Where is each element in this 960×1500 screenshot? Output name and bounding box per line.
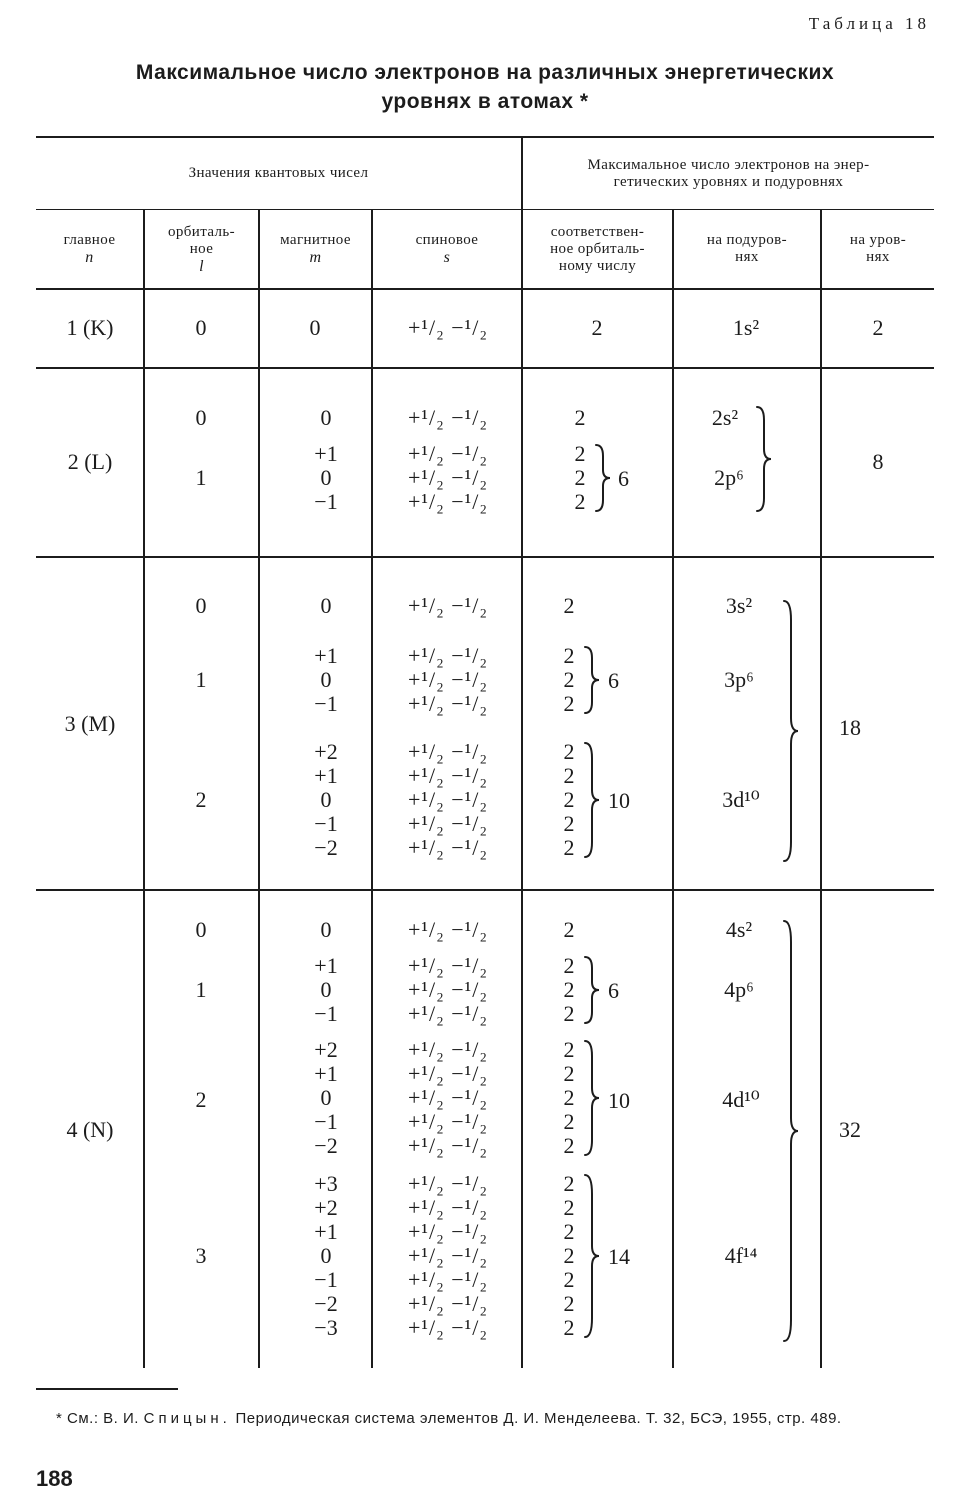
m-value: −2 [314,1291,338,1316]
m-l0: 0 [195,593,207,618]
l-spin-1 [375,442,521,514]
spin-value: +¹/₂ −¹/₂ [407,643,489,668]
l-c0: 2 [574,405,586,430]
n-c3-list [519,1172,619,1340]
m-value: −2 [314,835,338,860]
page-number: 188 [36,1466,73,1491]
k-total: 2 [872,315,884,340]
n-m3-list [276,1172,376,1340]
l-m0: 0 [320,405,332,430]
spin-value: +¹/₂ −¹/₂ [407,465,489,490]
c-value: 2 [563,787,575,812]
m-value: 0 [320,1085,332,1110]
c-value: 2 [563,667,575,692]
header-sub-line-2: нях [735,249,759,265]
k-sublevel: 1s² [732,315,760,340]
m-value: −1 [314,811,338,836]
header-corr-line-2: ное орбиталь- [550,240,645,257]
header-max-line-2: гетических уровнях и подуровнях [613,173,844,190]
spin-value: +¹/₂ −¹/₂ [407,787,489,812]
n-m2-list [276,1038,376,1158]
header-col-levels [822,210,934,288]
footnote-lead: * См.: В. И. [56,1410,139,1427]
spin-value: +¹/₂ −¹/₂ [407,835,489,860]
spin-value: +¹/₂ −¹/₂ [407,1243,489,1268]
header-sub-line-1: на подуров- [706,232,788,248]
l-l0: 0 [195,405,207,430]
spin-value: +¹/₂ −¹/₂ [407,1315,489,1340]
n-spin-2 [375,1038,521,1158]
n-c0: 2 [563,917,575,942]
m-m2-list [276,740,376,860]
m-value: +1 [314,953,338,978]
header-corr-line-3: ному числу [558,257,637,274]
header-col-sublevels [674,210,820,288]
header-main-label: главное [63,232,116,248]
brace-n-sub [781,918,801,1344]
c-value: 2 [563,1291,575,1316]
brace-m2 [582,740,602,860]
c-value: 2 [563,977,575,1002]
brace-l1 [593,442,613,514]
c-value: 2 [563,1267,575,1292]
m-total: 18 [839,715,861,740]
footnote [56,1408,934,1429]
spin-value: +¹/₂ −¹/₂ [407,1085,489,1110]
m-value: 0 [320,1243,332,1268]
spin-value: +¹/₂ −¹/₂ [407,739,489,764]
spin-value: +¹/₂ −¹/₂ [407,1061,489,1086]
m-value: +1 [314,441,338,466]
c-value: 2 [563,1195,575,1220]
spin-value: +¹/₂ −¹/₂ [407,1109,489,1134]
rule-col-6 [820,209,822,1368]
n-sub0: 4s² [725,917,753,942]
m-m1-list [276,644,376,716]
brace-m1 [582,644,602,716]
c-value: 2 [574,465,586,490]
spin-value: +¹/₂ −¹/₂ [407,691,489,716]
c-value: 2 [563,953,575,978]
l-c1-list [530,442,630,514]
n-sub2: 4d¹⁰ [722,1087,760,1112]
l-total: 8 [872,449,884,474]
m-sum1: 6 [608,668,619,693]
m-value: 0 [320,787,332,812]
spin-value: +¹/₂ −¹/₂ [407,1195,489,1220]
c-value: 2 [563,811,575,836]
m-sub0: 3s² [725,593,753,618]
n-sum3: 14 [608,1244,630,1269]
c-value: 2 [563,1171,575,1196]
header-mag-symbol: m [309,249,322,266]
brace-l-sub [754,404,774,514]
k-spin: +¹/₂ −¹/₂ [407,315,489,340]
header-orb-line-2: ное [189,240,214,257]
l-l1: 1 [195,465,207,490]
l-sub0: 2s² [711,405,739,430]
brace-n2 [582,1038,602,1158]
header-orb-symbol: l [199,257,204,275]
spin-value: +¹/₂ −¹/₂ [407,489,489,514]
c-value: 2 [563,1085,575,1110]
header-max-line-1: Максимальное число электронов на энер- [587,156,870,173]
header-col-main [36,210,143,288]
spin-value: +¹/₂ −¹/₂ [407,811,489,836]
m-value: +2 [314,739,338,764]
brace-n3 [582,1172,602,1340]
l-spin-0: +¹/₂ −¹/₂ [407,405,489,430]
n-l2: 2 [195,1087,207,1112]
c-value: 2 [563,1133,575,1158]
m-value: +1 [314,643,338,668]
footnote-rule [36,1388,178,1390]
n-total: 32 [839,1117,861,1142]
header-col-spin [373,210,521,288]
m-value: −3 [314,1315,338,1340]
header-col-magnetic [260,210,371,288]
c-value: 2 [563,691,575,716]
c-value: 2 [563,835,575,860]
c-value: 2 [563,1219,575,1244]
n-l3: 3 [195,1243,207,1268]
m-m0: 0 [320,593,332,618]
m-value: −2 [314,1133,338,1158]
m-c2-list [519,740,619,860]
spin-value: +¹/₂ −¹/₂ [407,667,489,692]
m-c0: 2 [563,593,575,618]
m-sub1: 3p⁶ [724,667,754,692]
footnote-rest: Периодическая система элементов Д. И. Менделеева. Т. 32, БСЭ, 1955, стр. 489. [235,1410,842,1427]
n-m1-list [276,954,376,1026]
n-l0: 0 [195,917,207,942]
n-sum1: 6 [608,978,619,1003]
spin-value: +¹/₂ −¹/₂ [407,1001,489,1026]
n-m0: 0 [320,917,332,942]
title-line-2: уровнях в атомах * [381,90,589,113]
spin-value: +¹/₂ −¹/₂ [407,977,489,1002]
m-value: 0 [320,667,332,692]
m-value: −1 [314,1267,338,1292]
header-quantum-label: Значения квантовых чисел [188,165,369,181]
c-value: 2 [563,643,575,668]
header-lev-line-1: на уров- [849,232,907,248]
k-m-value: 0 [309,315,321,340]
spin-value: +¹/₂ −¹/₂ [407,1133,489,1158]
spin-value: +¹/₂ −¹/₂ [407,953,489,978]
m-value: +2 [314,1195,338,1220]
m-value: +1 [314,1061,338,1086]
rule-col-1 [143,209,145,1368]
n-c1-list [519,954,619,1026]
c-value: 2 [563,1315,575,1340]
m-value: −1 [314,489,338,514]
c-value: 2 [574,441,586,466]
level-k: 1 (K) [66,315,114,340]
m-spin-1 [375,644,521,716]
header-spin-label: спиновое [415,232,479,248]
m-l2: 2 [195,787,207,812]
l-sum1: 6 [618,466,629,491]
m-spin-2 [375,740,521,860]
header-col-corresponding [523,210,672,288]
m-sum2: 10 [608,788,630,813]
m-value: 0 [320,977,332,1002]
rule-header-bottom [36,288,934,290]
n-sum2: 10 [608,1088,630,1113]
l-m1-list [276,442,376,514]
header-corr-line-1: соответствен- [550,223,645,240]
table-caption: Таблица 18 [808,14,930,33]
m-c1-list [519,644,619,716]
n-c2-list [519,1038,619,1158]
level-l: 2 (L) [67,449,113,474]
footnote-author: Спицын. [143,1410,231,1427]
rule-l [36,556,934,558]
l-sub1: 2p⁶ [714,465,744,490]
c-value: 2 [574,489,586,514]
header-max-electrons [523,138,934,209]
page-title [60,58,910,116]
c-value: 2 [563,739,575,764]
m-spin-0: +¹/₂ −¹/₂ [407,593,489,618]
m-value: 0 [320,465,332,490]
m-sub2: 3d¹⁰ [722,787,760,812]
c-value: 2 [563,1001,575,1026]
level-n: 4 (N) [66,1117,114,1142]
m-value: +3 [314,1171,338,1196]
n-l1: 1 [195,977,207,1002]
c-value: 2 [563,763,575,788]
spin-value: +¹/₂ −¹/₂ [407,1171,489,1196]
brace-m-sub [781,598,801,864]
header-mag-label: магнитное [280,232,351,248]
m-value: −1 [314,1001,338,1026]
brace-n1 [582,954,602,1026]
header-col-orbital [145,210,258,288]
n-sub3: 4f¹⁴ [724,1243,758,1268]
spin-value: +¹/₂ −¹/₂ [407,1219,489,1244]
n-sub1: 4p⁶ [724,977,754,1002]
spin-value: +¹/₂ −¹/₂ [407,1267,489,1292]
m-l1: 1 [195,667,207,692]
rule-m [36,889,934,891]
header-quantum [36,138,521,209]
header-main-symbol: n [85,249,94,266]
k-l-value: 0 [195,315,207,340]
rule-col-2 [258,209,260,1368]
m-value: −1 [314,691,338,716]
title-line-1: Максимальное число электронов на различных энергетических [135,61,835,84]
m-value: +1 [314,1219,338,1244]
n-spin-1 [375,954,521,1026]
c-value: 2 [563,1037,575,1062]
level-m: 3 (M) [64,711,116,736]
spin-value: +¹/₂ −¹/₂ [407,441,489,466]
rule-col-5 [672,209,674,1368]
header-lev-line-2: нях [866,249,890,265]
k-corr: 2 [591,315,603,340]
header-spin-symbol: s [443,249,451,266]
rule-k [36,367,934,369]
spin-value: +¹/₂ −¹/₂ [407,1291,489,1316]
header-orb-line-1: орбиталь- [167,223,236,240]
m-value: +1 [314,763,338,788]
spin-value: +¹/₂ −¹/₂ [407,763,489,788]
m-value: +2 [314,1037,338,1062]
c-value: 2 [563,1061,575,1086]
c-value: 2 [563,1243,575,1268]
m-value: −1 [314,1109,338,1134]
n-spin-0: +¹/₂ −¹/₂ [407,917,489,942]
spin-value: +¹/₂ −¹/₂ [407,1037,489,1062]
electron-table [36,136,934,1368]
c-value: 2 [563,1109,575,1134]
n-spin-3 [375,1172,521,1340]
